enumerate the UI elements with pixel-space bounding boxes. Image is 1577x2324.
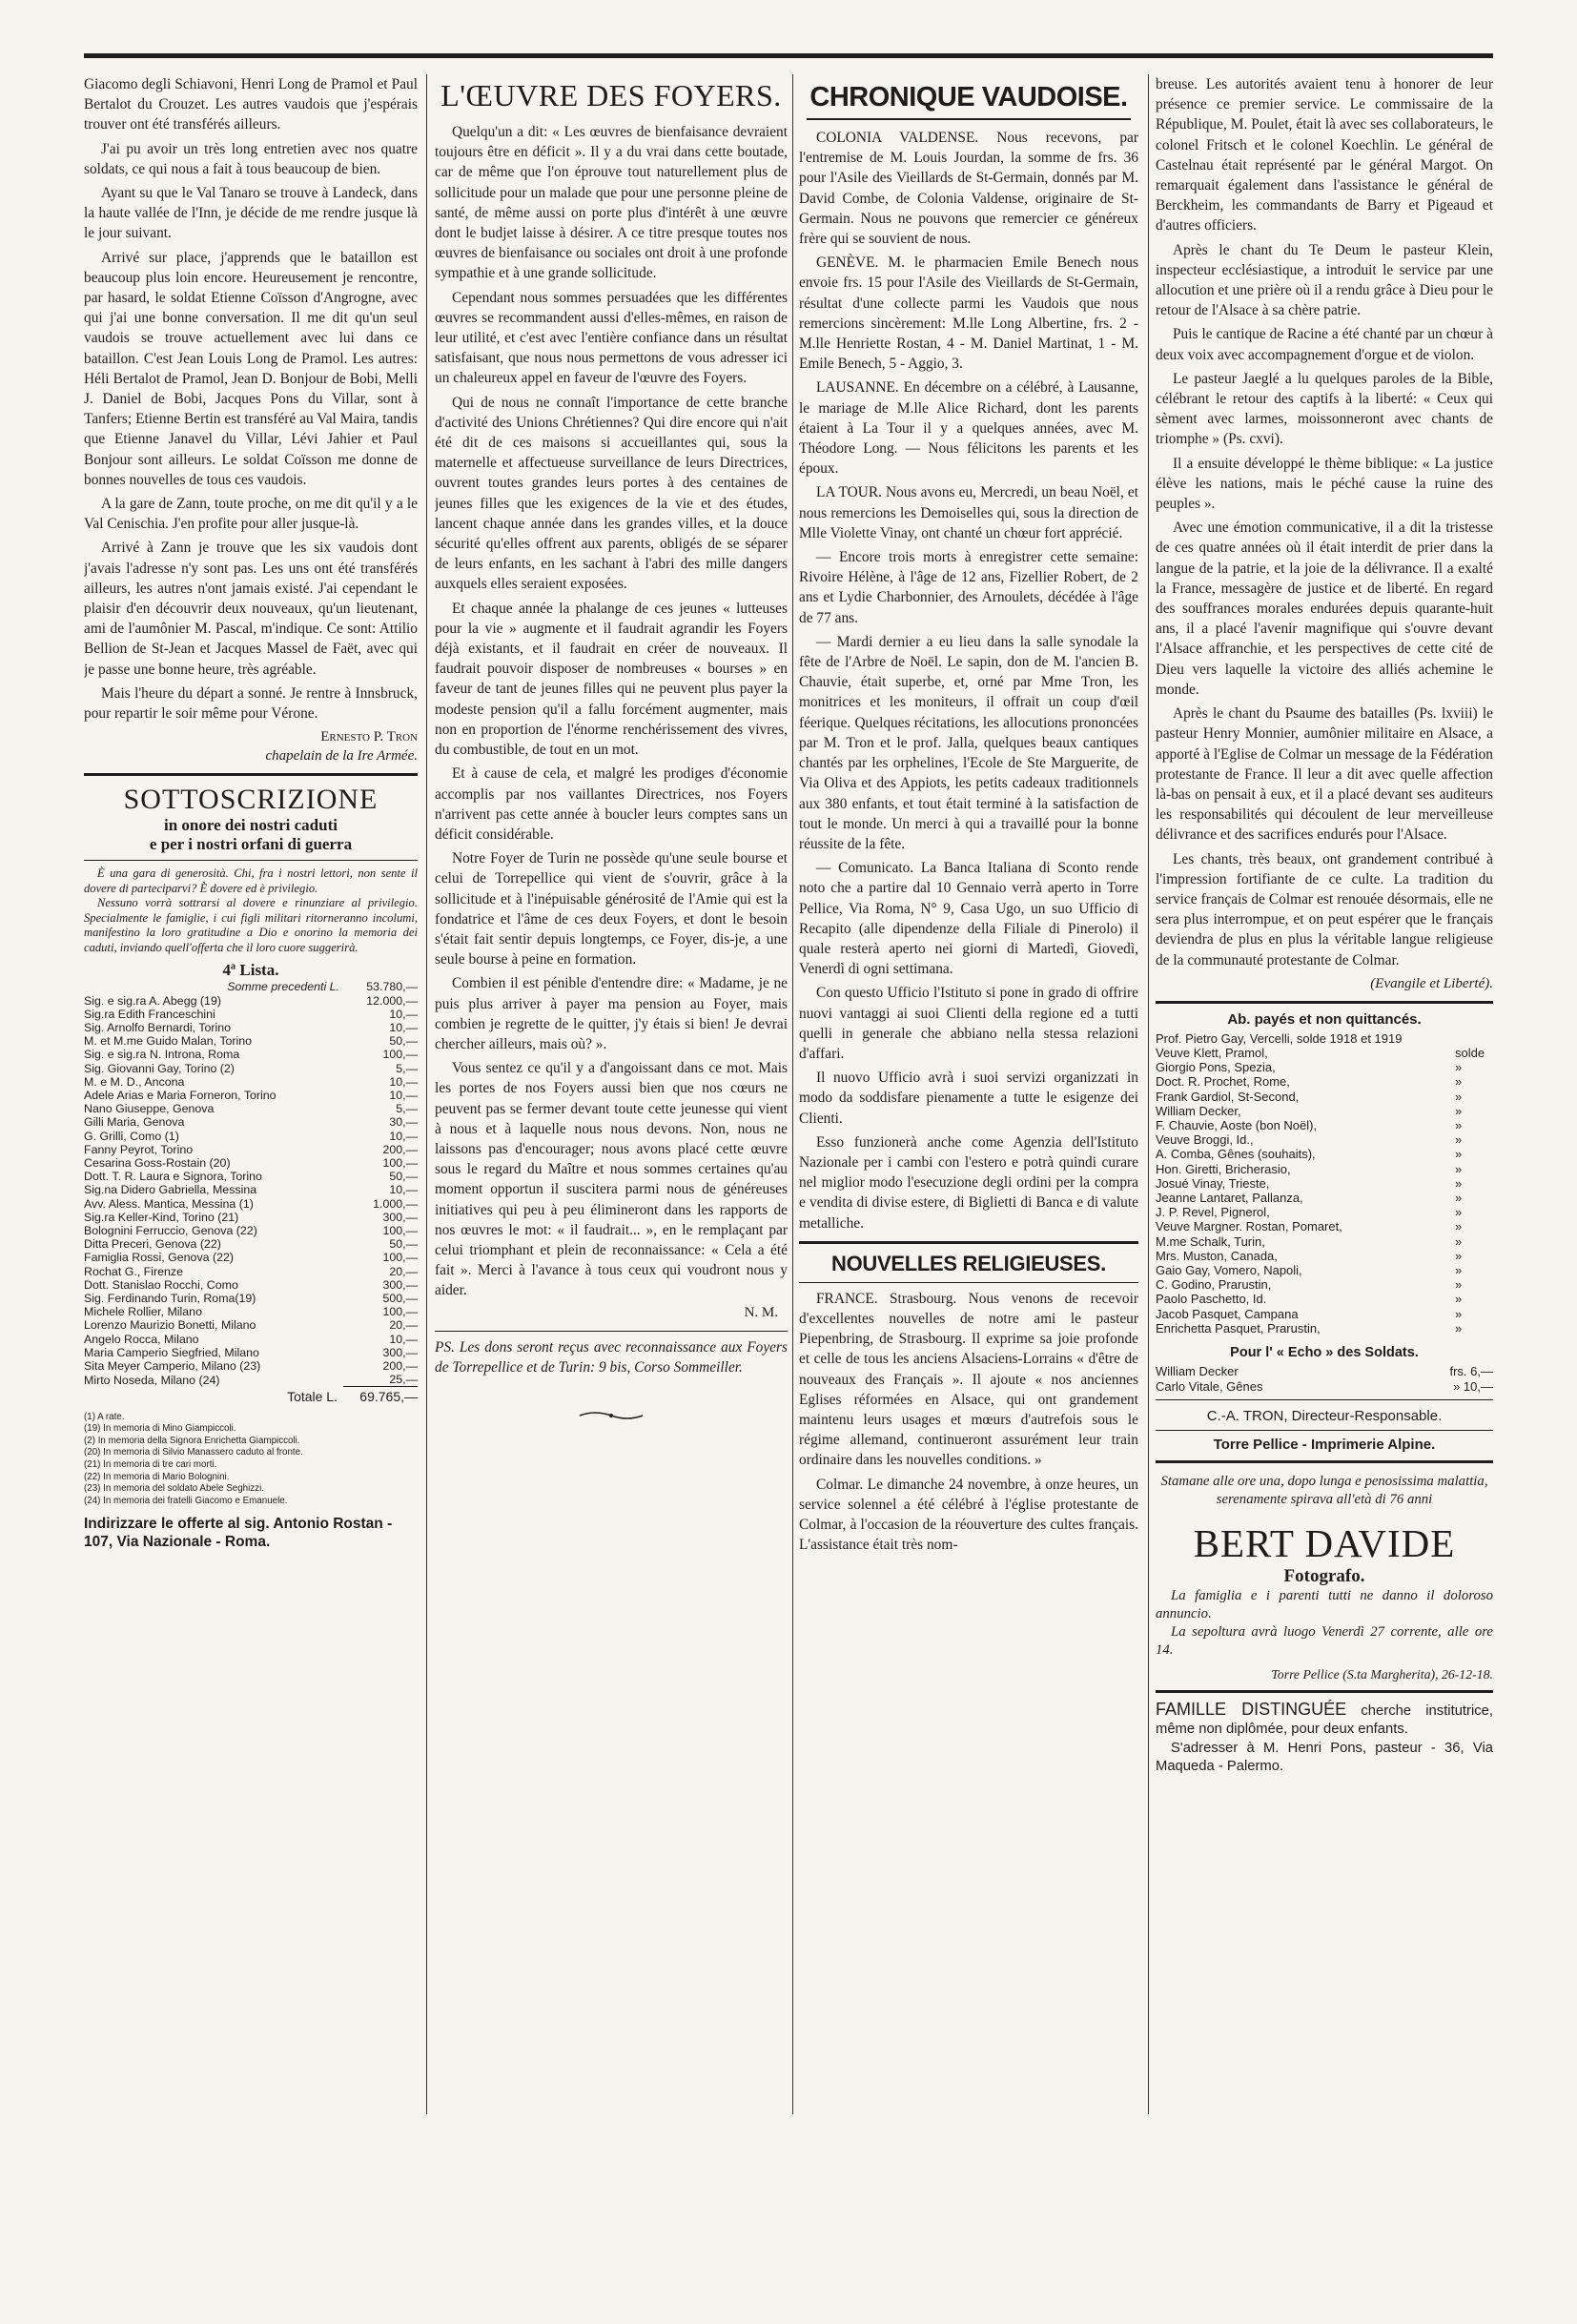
paragraph: A la gare de Zann, toute proche, on me dit qu'il y a le Val Cenischia. J'en profite pour aller jusque-là. [84, 496, 418, 533]
classified-ad [1156, 1701, 1493, 1738]
subscription-status: » [1455, 1205, 1463, 1220]
donation-amount: 500,— [382, 1291, 418, 1305]
donor-name: Sita Meyer Camperio, Milano (23) [84, 1358, 261, 1373]
subscription-status: » [1455, 1089, 1463, 1104]
subscription-row [1156, 1249, 1493, 1263]
donation-row [84, 1346, 418, 1359]
nouvelles-text [799, 1289, 1138, 1556]
donation-amount: 300,— [382, 1210, 418, 1224]
donation-row [84, 1224, 418, 1237]
footnote: (23) In memoria del soldato Abele Seghizzi. [84, 1483, 264, 1495]
subscription-row [1156, 1277, 1493, 1292]
donation-amount: 50,— [389, 1237, 418, 1252]
sottoscrizione-subtitle-2: e per i nostri orfani di guerra [149, 835, 353, 854]
subscription-row [1156, 1046, 1493, 1060]
paragraph: J'ai pu avoir un très long entretien avec nos quatre soldats, ce qui nous a fait à tous beaucoup de bien. [84, 140, 418, 177]
address-note: Indirizzare le offerte al sig. Antonio Rostan - 107, Via Nazionale - Roma. [84, 1516, 393, 1551]
subscriber-name: A. Comba, Gênes (souhaits), [1156, 1147, 1316, 1162]
donor-name: Cesarina Goss-Rostain (20) [84, 1155, 231, 1170]
subscription-status: » [1455, 1132, 1463, 1148]
section-rule [1156, 1001, 1493, 1004]
donation-row [84, 1156, 418, 1170]
subscriber-name: Veuve Margner. Rostan, Pomaret, [1156, 1219, 1342, 1234]
subscriber-name: Prof. Pietro Gay, Vercelli, solde 1918 et 1919 [1156, 1030, 1403, 1046]
echo-donor: William Decker [1156, 1364, 1239, 1378]
donation-row [84, 1305, 418, 1318]
subscriber-name: J. P. Revel, Pignerol, [1156, 1205, 1270, 1220]
section-rule [435, 1331, 788, 1332]
section-rule [1156, 1399, 1493, 1400]
donation-row [84, 1265, 418, 1278]
donation-row [84, 1373, 418, 1387]
paragraph: Con questo Ufficio l'Istituto si pone in grado di offrire nuovi vantaggi ai suoi Clienti della regione ed a tutti quelli in generale che abbiano nella stessa relazioni d'affari. [799, 985, 1138, 1062]
subscription-row [1156, 1176, 1493, 1191]
echo-row [1156, 1379, 1493, 1395]
ad-contact: S'adresser à M. Henri Pons, pasteur - 36, Via Maqueda - Palermo. [1156, 1741, 1493, 1774]
donation-amount: 200,— [382, 1142, 418, 1156]
section-rule [1156, 1430, 1493, 1431]
donation-amount: 10,— [389, 1020, 418, 1034]
subscriber-name: Frank Gardiol, St-Second, [1156, 1089, 1300, 1104]
donor-name: Ditta Preceri, Genova (22) [84, 1237, 221, 1252]
chronique-title: CHRONIQUE VAUDOISE. [809, 82, 1128, 112]
title-underline [807, 118, 1131, 120]
subscription-status: » [1455, 1277, 1463, 1293]
subscription-status: » [1455, 1074, 1463, 1090]
donation-row [84, 1130, 418, 1143]
paragraph: Et à cause de cela, et malgré les prodiges d'économie accomplis par nos vaillantes Directrices, nos Foyers n'arrivent pas cette année à boucler leurs comptes sans un déficit considérable. [435, 765, 788, 843]
paragraph: Après le chant du Psaume des batailles (Ps. lxviii) le pasteur Henry Monnier, aumônier militaire en Alsace, a apporté à l'Eglise de Colmar un message de la Fédération protestante de France. Il leur a dit avec quelle affection là-bas on pensait à eux, et il a placé devant ses auditeurs les responsabilités qui découlent de leur merveilleuse délivrance et des sacrifices endurés pour l'Alsace. [1156, 705, 1493, 844]
subscription-row [1156, 1090, 1493, 1104]
paragraph: Les chants, très beaux, ont grandement contribué à l'impression fortifiante de ce culte. La tradition du service français de Colmar est renouée désormais, elle ne sera plus interrompue, et on peut espérer que le français deviendra de plus en plus la véritable langue religieuse de la communauté protestante de Colmar. [1156, 850, 1493, 968]
donation-row [84, 1183, 418, 1196]
paragraph: LAUSANNE. En décembre on a célébré, à Lausanne, le mariage de M.lle Alice Richard, dont les parents étaient à La Tour il y a quelques années, avec M. Théodore Long. — Nous félicitons les parents et les époux. [799, 379, 1138, 478]
donor-name: Avv. Aless. Mantica, Messina (1) [84, 1196, 254, 1211]
donation-notes [84, 1412, 418, 1508]
paragraph: Vous sentez ce qu'il y a d'angoissant dans ce mot. Mais les portes de nos Foyers aussi bien que nos cœurs ne peuvent pas se fermer devant toute cette jeunesse qui vient à nous et à laquelle nous nous devons. Non, nous ne laissons pas d'encourager; nous avons placé cette œuvre sous le regard du Maître et nous sommes certaines qu'au moment opportun il suscitera parmi nous de généreuses initiatives qui peu à peu élimineront dans les rapports de nos œuvres le mot: « il faudrait... », en le remplaçant par celui triomphant et plein de reconnaissance: « Cela a été fait ». Merci à l'avance à tous ceux qui voudront nous y aider. [435, 1060, 788, 1299]
donor-name: Sig. Arnolfo Bernardi, Torino [84, 1020, 232, 1034]
subscriber-name: Enrichetta Pasquet, Prarustin, [1156, 1320, 1321, 1335]
oeuvre-title: L'ŒUVRE DES FOYERS. [440, 78, 782, 112]
paragraph: Qui de nous ne connaît l'importance de cette branche d'activité des Unions Chrétiennes? Qui dire encore qui n'ait été dit de ces maisons si accueillantes qui, sous la maternelle et affectueuse surveillance de leurs Directrices, ouvrent toutes grandes leurs portes à des centaines de jeunes filles que les exigences de la vie et des études, lancent chaque année dans les grandes villes, et la douce sécurité qu'elles offrent aux parents, obligés de se séparer de leurs enfants, en les sachant à l'abri des mille dangers auxquels elles seraient exposées. [435, 394, 788, 593]
subscriber-name: Josué Vinay, Trieste, [1156, 1175, 1270, 1191]
donor-name: Adele Arias e Maria Forneron, Torino [84, 1088, 276, 1102]
subscription-status: » [1455, 1248, 1463, 1263]
donation-amount: 10,— [389, 1129, 418, 1143]
donation-row [84, 980, 418, 993]
donor-name: Angelo Rocca, Milano [84, 1332, 199, 1346]
sottoscrizione-intro-1: È una gara di generosità. Chi, fra i nostri lettori, non sente il dovere di parteciparvi? È dovere ed è privilegio. [84, 866, 418, 895]
death-notice: Stamane alle ore una, dopo lunga e penosissima malattia, serenamente spirava all'età di 76 anni [1160, 1474, 1488, 1507]
paragraph: Mais l'heure du départ a sonné. Je rentre à Innsbruck, pour repartir le soir même pour Vérone. [84, 684, 418, 723]
column-divider [792, 74, 793, 2114]
abonnements-title: Ab. payés et non quittancés. [1227, 1010, 1422, 1028]
subscriber-name: Veuve Klett, Pramol, [1156, 1045, 1268, 1060]
donation-amount: 100,— [382, 1251, 418, 1265]
paragraph: Cependant nous sommes persuadées que les différentes œuvres se recommandent aussi d'elles-mêmes, en raison de leur utilité, et c'est avec l'entière confiance dans un résultat satisfaisant, que nous nous permettons de vous adresser ici un chaleureux appel en faveur de l'œuvre des Foyers. [435, 289, 788, 387]
donor-name: Lorenzo Maurizio Bonetti, Milano [84, 1318, 256, 1333]
footnote: (22) In memoria di Mario Bolognini. [84, 1471, 230, 1482]
column-divider [426, 74, 427, 2114]
echo-title: Pour l' « Echo » des Soldats. [1230, 1345, 1419, 1360]
paragraph: Combien il est pénible d'entendre dire: « Madame, je ne puis plus arriver à payer ma pension au Foyer, mais combien je regrette de le quitter, j'y étais si bien! Je devrai chercher ailleurs, mais où? ». [435, 975, 788, 1052]
donor-name: Dott. T. R. Laura e Signora, Torino [84, 1170, 262, 1184]
paragraph: Il nuovo Ufficio avrà i suoi servizi organizzati in modo da soddisfare pienamente a tutte le esigenze dei Clienti. [799, 1070, 1138, 1127]
donor-name: Sig. e sig.ra N. Introna, Roma [84, 1048, 240, 1062]
donation-amount: 100,— [382, 1305, 418, 1319]
paragraph: Esso funzionerà anche come Agenzia dell'Istituto Nazionale per i cambi con l'estero e potrà quindi curare nel miglior modo l'esecuzione degli ordini per la compra e vendita di divise estere, di Biglietti di Banca e di valute metalliche. [799, 1133, 1138, 1232]
subscription-row [1156, 1219, 1493, 1233]
column-3 [799, 74, 1138, 1559]
signature-name: Ernesto P. Tron [320, 729, 418, 745]
subscriber-name: F. Chauvie, Aoste (bon Noël), [1156, 1117, 1318, 1132]
paragraph: Ayant su que le Val Tanaro se trouve à Landeck, dans la haute vallée de l'Inn, je décide de me rendre jusque là le jour suivant. [84, 185, 418, 242]
donation-amount: 10,— [389, 1074, 418, 1089]
donation-amount: 25,— [389, 1373, 418, 1387]
donor-name: Dott. Stanislao Rocchi, Como [84, 1277, 238, 1292]
paragraph: Il a ensuite développé le thème biblique: « La justice élève les nations, mais le péché cause la ruine des peuples ». [1156, 455, 1493, 513]
subscription-row [1156, 1074, 1493, 1089]
donation-amount: 50,— [389, 1170, 418, 1184]
subscription-row [1156, 1292, 1493, 1306]
donation-total-row [84, 1387, 418, 1404]
subscriber-name: Mrs. Muston, Canada, [1156, 1248, 1278, 1263]
donation-row [84, 1292, 418, 1305]
oeuvre-text [435, 122, 788, 1301]
column-2 [435, 74, 788, 1427]
donation-row [84, 1062, 418, 1075]
footnote: (21) In memoria di tre cari morti. [84, 1458, 217, 1470]
donation-amount: 30,— [389, 1115, 418, 1130]
donor-name: Maria Camperio Siegfried, Milano [84, 1345, 259, 1359]
paragraph: — Comunicato. La Banca Italiana di Sconto rende noto che a partire dal 10 Gennaio verrà aperto in Torre Pellice, Via Roma, N° 9, Casa Ugo, un suo Ufficio di Recapito (alle dipendenze della Filiale di Pinerolo) il quale resterà aperto nei giorni di Martedì, Giovedì, Venerdì di ogni settimana. [799, 860, 1138, 978]
donation-table [84, 980, 418, 1403]
donation-amount: 200,— [382, 1358, 418, 1373]
donation-amount: 100,— [382, 1223, 418, 1237]
subscriber-name: Gaio Gay, Vomero, Napoli, [1156, 1262, 1302, 1277]
donor-name: M. et M.me Guido Malan, Torino [84, 1034, 253, 1049]
paragraph: Notre Foyer de Turin ne possède qu'une seule bourse et celui de Torrepellice qui vient de s'ouvrir, grâce à la sollicitude et à l'inépuisable générosité de l'Amie qui est la fondatrice et l'âme de ces deux Foyers, et dont le besoin s'était fait sentir depuis longtemps, ce Foyer, dis-je, a une seule bourse à peine en formation. [435, 850, 788, 968]
footnote: (19) In memoria di Mino Giampiccoli. [84, 1423, 236, 1435]
deceased-name: BERT DAVIDE [1193, 1521, 1456, 1565]
donation-row [84, 1075, 418, 1089]
place-date: Torre Pellice (S.ta Margherita), 26-12-18. [1271, 1667, 1493, 1682]
sottoscrizione-subtitle-1: in onore dei nostri caduti [164, 816, 338, 835]
donor-name: Nano Giuseppe, Genova [84, 1102, 215, 1116]
family-note: La famiglia e i parenti tutti ne danno il doloroso annuncio. [1156, 1588, 1493, 1621]
donor-name: Sig.ra Keller-Kind, Torino (21) [84, 1210, 239, 1224]
donation-row [84, 1034, 418, 1048]
footnote: (24) In memoria dei fratelli Giacomo e Emanuele. [84, 1495, 288, 1506]
subscriber-name: M.me Schalk, Turin, [1156, 1233, 1265, 1249]
section-rule [1156, 1690, 1493, 1693]
oeuvre-signature: N. M. [744, 1304, 778, 1320]
paragraph: Et chaque année la phalange de ces jeunes « lutteuses pour la vie » augmente et il faudrait agrandir les Foyers déjà existants, et il faudrait en créer de nouveaux. Il faudrait pouvoir disposer de nombreuses « bourses » en faveur de tant de jeunes filles qui ne peuvent plus payer la modeste pension qu'il a fallu forcément augmenter, mais non en proportion de l'énorme renchérissement des vivres, du combustible, de tout en un mot. [435, 600, 788, 759]
donation-row [84, 1333, 418, 1346]
donation-row [84, 1048, 418, 1061]
donation-row [84, 1008, 418, 1021]
column-4 [1156, 74, 1493, 1775]
donor-name: Michele Rollier, Milano [84, 1305, 202, 1319]
paragraph: Quelqu'un a dit: « Les œuvres de bienfaisance devraient toujours être en déficit ». Il y a du vrai dans cette boutade, car de même que l'on éprouve tout naturellement plus de sollicitude pour un malade que pour une personne pleine de santé, de même aussi on porte plus d'intérêt à une œuvre dont le budjet laisse à désirer. A ce titre presque toutes nos œuvres de bienfaisance ou sociales ont droit à une profonde sympathie et à une grande sollicitude. [435, 124, 788, 282]
sottoscrizione-title: SOTTOSCRIZIONE [123, 784, 379, 816]
sottoscrizione-intro-2: Nessuno vorrà sottrarsi al dovere e rinunziare al privilegio. Specialmente le famiglie, i cui figli militari ritorneranno incolumi, manifestino la loro gratitudine a Dio e onorino la memoria dei caduti, inviando quell'offerta che il loro cuore suggerirà. [84, 896, 418, 954]
signature-role: chapelain de la Ire Armée. [265, 748, 418, 764]
donor-name: G. Grilli, Como (1) [84, 1129, 179, 1143]
subscription-status: » [1455, 1060, 1463, 1075]
lista-title: 4ª Lista. [222, 961, 279, 980]
subscription-row [1156, 1234, 1493, 1249]
donation-row [84, 1278, 418, 1292]
donation-row [84, 1359, 418, 1373]
subscription-row [1156, 1104, 1493, 1118]
subscription-status: » [1455, 1117, 1463, 1132]
paragraph: Le pasteur Jaeglé a lu quelques paroles de la Bible, célébrant le retour des captifs à la liberté: « Ceux qui sèment avec larmes, moissonneront avec chants de triomphe » (Ps. cxvi). [1156, 370, 1493, 448]
ad-text: cherche institutrice, même non diplômée, pour deux enfants. [1156, 1703, 1493, 1737]
subscriber-name: Jeanne Lantaret, Pallanza, [1156, 1190, 1303, 1205]
subscription-status: » [1455, 1103, 1463, 1118]
donor-name: Sig.ra Edith Franceschini [84, 1007, 215, 1021]
total-amount: 69.765,— [343, 1387, 418, 1404]
donor-name: Somme precedenti L. [227, 980, 339, 994]
paragraph: LA TOUR. Nous avons eu, Mercredi, un beau Noël, et nous remercions les Demoiselles qui, sous la direction de Mlle Violette Vinay, ont chanté un chœur fort apprécié. [799, 484, 1138, 541]
subscription-row [1156, 1132, 1493, 1147]
paragraph: Avec une émotion communicative, il a dit la tristesse de ces quatre années où il était interdit de prier dans la langue de la patrie, et la joie de la délivrance. Il a exalté la France, messagère de justice et de liberté. En regard des souffrances morales endurées depuis quarante-huit ans, il a placé l'avenir magnifique qui s'ouvre devant l'Alsace affranchie, et les perspectives de cette cité de Dieu vers laquelle la victoire des alliés achemine le monde. [1156, 520, 1493, 698]
subscriber-name: Jacob Pasquet, Campana [1156, 1306, 1299, 1321]
subscriber-name: Paolo Paschetto, Id. [1156, 1292, 1267, 1307]
echo-row [1156, 1364, 1493, 1379]
donor-name: Rochat G., Firenze [84, 1264, 183, 1278]
donor-name: Mirto Noseda, Milano (24) [84, 1373, 220, 1387]
ad-lead: FAMILLE DISTINGUÉE [1156, 1700, 1347, 1719]
donor-name: M. e M. D., Ancona [84, 1074, 185, 1089]
donation-amount: 300,— [382, 1277, 418, 1292]
paragraph: Colmar. Le dimanche 24 novembre, à onze heures, un service solennel a été célébré à l'église protestante de Colmar, à l'occasion de la réouverture des cultes français. L'assistance était très nom- [799, 1476, 1138, 1554]
paragraph: Puis le cantique de Racine a été chanté par un chœur à deux voix avec accompagnement d'orgue et de violon. [1156, 326, 1493, 363]
subscription-row [1156, 1191, 1493, 1205]
section-rule [84, 860, 418, 861]
donor-name: Gilli Maria, Genova [84, 1115, 185, 1130]
section-rule [799, 1282, 1138, 1283]
donation-amount: 20,— [389, 1264, 418, 1278]
letter-text [84, 74, 418, 724]
section-rule [799, 1241, 1138, 1244]
donation-amount: 12.000,— [366, 993, 418, 1008]
subscription-status: » [1455, 1292, 1463, 1307]
donation-amount: 50,— [389, 1034, 418, 1049]
subscription-status: » [1455, 1306, 1463, 1321]
paragraph: breuse. Les autorités avaient tenu à honorer de leur présence ce premier service. Le commissaire de la République, M. Poulet, était là avec ses collaborateurs, le colonel Fritsch et le colonel Koechlin. Le général de Castelnau était représenté par le général Margot. On remarquait également dans l'assistance le général de Berckheim, les commandants de Barry et Pigeaud et d'autres officiers. [1156, 76, 1493, 234]
donation-amount: 300,— [382, 1345, 418, 1359]
echo-table [1156, 1364, 1493, 1394]
source-citation: (Evangile et Liberté). [1370, 975, 1493, 991]
section-rule [1156, 1460, 1493, 1463]
donor-name: Sig. Giovanni Gay, Torino (2) [84, 1061, 235, 1075]
subscription-row [1156, 1031, 1493, 1046]
donor-name: Sig. e sig.ra A. Abegg (19) [84, 993, 221, 1008]
subscription-status: » [1455, 1147, 1463, 1162]
donation-amount: 10,— [389, 1183, 418, 1197]
oeuvre-ps: PS. Les dons seront reçus avec reconnaissance aux Foyers de Torrepellice et de Turin: 9 bis, Corso Sommeiller. [435, 1338, 788, 1376]
colmar-text [1156, 74, 1493, 970]
subscription-row [1156, 1060, 1493, 1074]
subscription-status: solde [1455, 1045, 1485, 1060]
donation-row [84, 1318, 418, 1332]
donation-row [84, 1115, 418, 1129]
funeral-note: La sepoltura avrà luogo Venerdì 27 corrente, alle ore 14. [1156, 1624, 1493, 1658]
subscription-row [1156, 1205, 1493, 1219]
footnote: (2) In memoria della Signora Enrichetta Giampiccoli. [84, 1435, 300, 1446]
subscriber-name: William Decker, [1156, 1103, 1241, 1118]
signature [84, 727, 418, 765]
paragraph: Arrivé sur place, j'apprends que le bataillon est beaucoup plus loin encore. Heureusement je rencontre, par hasard, le soldat Etienne Coïsson d'Angrogne, avec qui j'ai une bonne conversation. Il me dit qu'un seul vaudois se trouve actuellement avec lui dans ce bataillon. C'est Jean Louis Long de Pramol. Les autres: Héli Bertalot de Pramol, Jean D. Bonjour de Bobi, Melli J. Daniel de Bobi, Jacques Pons du Villar, sont à Tanfers; Etienne Bertin est transféré au Val Maira, tandis que Etienne Janavel du Villar, Lévi Jahier et Paul Bonjour sont ailleurs. Le soldat Coïsson me donne de bonnes nouvelles de tous ces vaudois. [84, 249, 418, 488]
subscription-row [1156, 1162, 1493, 1176]
subscriber-name: Giorgio Pons, Spezia, [1156, 1060, 1276, 1075]
deceased-title: Fotografo. [1283, 1566, 1365, 1586]
donor-name: Sig.na Didero Gabriella, Messina [84, 1183, 257, 1197]
donation-amount: 100,— [382, 1048, 418, 1062]
column-1 [84, 74, 418, 1551]
paragraph: Giacomo degli Schiavoni, Henri Long de Pramol et Paul Bertalot du Crouzet. Les autres vaudois que j'espérais trouver ont été transférés ailleurs. [84, 76, 418, 133]
donation-amount: 53.780,— [366, 980, 418, 994]
subscriber-name: C. Godino, Prarustin, [1156, 1277, 1272, 1293]
subscription-row [1156, 1118, 1493, 1132]
donor-name: Famiglia Rossi, Genova (22) [84, 1251, 235, 1265]
subscription-status: » [1455, 1175, 1463, 1191]
chronique-text [799, 128, 1138, 1233]
donor-name: Fanny Peyrot, Torino [84, 1142, 194, 1156]
nouvelles-title: NOUVELLES RELIGIEUSES. [830, 1251, 1106, 1275]
subscription-row [1156, 1147, 1493, 1161]
footnote: (20) In memoria di Silvio Manassero caduto al fronte. [84, 1447, 303, 1458]
subscription-status: » [1455, 1190, 1463, 1205]
echo-donor: Carlo Vitale, Gênes [1156, 1378, 1263, 1394]
donation-row [84, 1143, 418, 1156]
paragraph: — Encore trois morts à enregistrer cette semaine: Rivoire Hélène, à l'âge de 12 ans, Fizellier Robert, de 2 ans et Lydie Charbonnier, des Arnoulets, décédée à l'âge de 77 ans. [799, 549, 1138, 626]
donation-row [84, 994, 418, 1008]
subscription-row [1156, 1263, 1493, 1277]
donor-name: Sig. Ferdinando Turin, Roma(19) [84, 1291, 256, 1305]
donation-row [84, 1197, 418, 1211]
paragraph: COLONIA VALDENSE. Nous recevons, par l'entremise de M. Louis Jourdan, la somme de frs. 36 pour l'Asile des Vieillards de St-Germain, donnés par M. David Combe, de Colonia Valdense, originaire de St-Germain. Nous ne pouvons que remercier ce généreux frère qui se souvient de nous. [799, 130, 1138, 248]
subscription-row [1156, 1307, 1493, 1321]
total-label: Totale L. [287, 1389, 338, 1405]
subscription-status: » [1455, 1233, 1463, 1249]
donation-row [84, 1021, 418, 1034]
donation-row [84, 1211, 418, 1224]
subscriber-name: Veuve Broggi, Id., [1156, 1132, 1254, 1148]
subscriber-name: Hon. Giretti, Bricherasio, [1156, 1161, 1291, 1176]
ornament-divider [435, 1402, 788, 1427]
subscription-status: » [1455, 1320, 1463, 1335]
donation-amount: 10,— [389, 1332, 418, 1346]
subscription-status: » [1455, 1161, 1463, 1176]
donation-row [84, 1237, 418, 1251]
printer-line: Torre Pellice - Imprimerie Alpine. [1213, 1437, 1436, 1453]
director-line: C.-A. TRON, Directeur-Responsable. [1206, 1408, 1443, 1424]
subscriber-name: Doct. R. Prochet, Rome, [1156, 1074, 1290, 1090]
paragraph: FRANCE. Strasbourg. Nous venons de recevoir d'excellentes nouvelles de notre ami le pasteur Piepenbring, de Strasbourg. Il exprime sa joie profonde et celle de tous les anciens Alsaciens-Lorrains « d'être de nouveaux des Français ». Il ajoute « nos anciennes Eglises réformées en Alsace, qui ont grandement maintenu leurs usages et mœurs d'autrefois sous le régime allemand, continueront assurément leur train ordinaire dans les nouvelles conditions. » [799, 1290, 1138, 1469]
abonnements-table [1156, 1031, 1493, 1335]
donation-amount: 20,— [389, 1318, 418, 1333]
donation-amount: 10,— [389, 1088, 418, 1102]
donation-amount: 5,— [396, 1061, 418, 1075]
donation-amount: 100,— [382, 1155, 418, 1170]
subscription-row [1156, 1321, 1493, 1335]
subscription-status: » [1455, 1262, 1463, 1277]
paragraph: Arrivé à Zann je trouve que les six vaudois dont j'avais l'adresse n'y sont pas. Les uns ont été transférés ailleurs, les autres n'ont jamais existé. J'ai cependant le plaisir d'en découvrir deux nouveaux, qu'un lieutenant, ami de l'aumônier M. Pascal, m'indique. Ce sont: Attilio Bellion de St-Jean et Jacques Massel de Faët, avec qui je passe une bonne heure, très agréable. [84, 540, 418, 678]
donation-row [84, 1102, 418, 1115]
donation-amount: 5,— [396, 1102, 418, 1116]
paragraph: — Mardi dernier a eu lieu dans la salle synodale la fête de l'Arbre de Noël. Le sapin, don de M. l'ancien B. Chauvie, était superbe, et, orné par Mme Tron, les monitrices et les moniteurs, il offrait un coup d'œil féerique. Quelques récitations, les allocutions prononcées par M. Tron et le prof. Jalla, quelques beaux cantiques chantés par les orphelines, l'Ecole de Ste Marguerite, de Via Oliva et des Appiots, les petits cadeaux traditionnels aux 380 enfants, et tout était terminé à la satisfaction de tout le monde. Un merci à qui a travaillé pour la bonne réussite de la fête. [799, 633, 1138, 852]
top-rule [84, 53, 1493, 58]
donation-amount: 1.000,— [373, 1196, 418, 1211]
footnote: (1) A rate. [84, 1411, 125, 1422]
column-divider [1148, 74, 1149, 2114]
donation-row [84, 1251, 418, 1264]
echo-amount: » 10,— [1453, 1378, 1493, 1394]
donor-name: Bolognini Ferruccio, Genova (22) [84, 1223, 257, 1237]
donation-row [84, 1089, 418, 1102]
donation-row [84, 1170, 418, 1183]
paragraph: GENÈVE. M. le pharmacien Emile Benech nous envoie frs. 15 pour l'Asile des Vieillards de St-Germain, résultat d'une collecte parmi les Vaudois que nous remercions sincèrement: M.lle Long Albertine, frs. 2 - M.lle Henriette Rostan, 4 - M. Daniel Martinat, 1 - M. Emile Benech, 5 - Aggio, 3. [799, 255, 1138, 373]
paragraph: Après le chant du Te Deum le pasteur Klein, inspecteur ecclésiastique, a introduit le service par une allocution et une prière où il a rendu grâce à Dieu pour le retour de l'Alsace à sa chère patrie. [1156, 241, 1493, 319]
echo-amount: frs. 6,— [1449, 1364, 1493, 1378]
subscription-status: » [1455, 1219, 1463, 1234]
donation-amount: 10,— [389, 1007, 418, 1021]
section-rule [84, 773, 418, 776]
